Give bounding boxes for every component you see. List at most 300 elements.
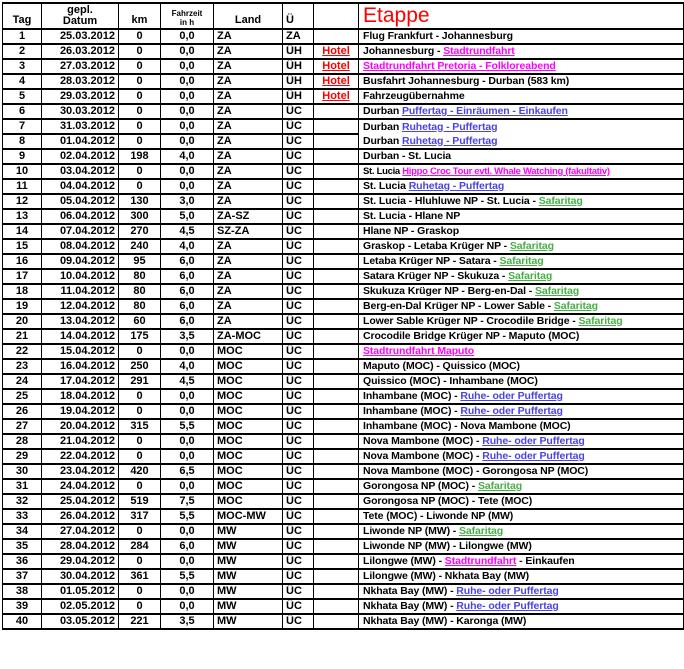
etappe-text: - Einkaufen	[516, 555, 575, 567]
cell-overnight: ÜC	[283, 509, 314, 524]
cell-overnight: ÜH	[283, 44, 314, 59]
cell-country: MOC	[214, 434, 283, 449]
etappe-link[interactable]: Safaritag	[508, 270, 553, 282]
cell-overnight: ÜC	[283, 479, 314, 494]
table-row	[3, 149, 684, 164]
cell-day: 12	[3, 194, 42, 209]
etappe-text: Nova Mambone (MOC) - Gorongosa NP (MOC)	[363, 465, 589, 477]
table-row	[3, 464, 684, 479]
cell-hotel	[314, 509, 359, 524]
cell-country: ZA	[214, 74, 283, 89]
cell-hotel	[314, 59, 359, 74]
table-row	[3, 584, 684, 599]
cell-country: MOC	[214, 449, 283, 464]
cell-date: 11.04.2012	[42, 284, 119, 299]
table-row	[3, 209, 684, 224]
cell-country: MW	[214, 599, 283, 614]
cell-etappe	[359, 209, 684, 224]
cell-date: 22.04.2012	[42, 449, 119, 464]
cell-drive-time: 0,0	[161, 134, 214, 149]
cell-hotel	[314, 584, 359, 599]
cell-etappe	[359, 44, 684, 59]
cell-country: ZA	[214, 149, 283, 164]
table-row	[3, 479, 684, 494]
table-row	[3, 29, 684, 44]
etappe-link[interactable]: Safaritag	[477, 480, 523, 492]
etappe-text: St. Lucia - Hluhluwe NP - St. Lucia -	[363, 195, 539, 207]
etappe-text: Hlane NP - Graskop	[363, 225, 460, 237]
cell-overnight: ÜC	[283, 224, 314, 239]
table-row	[3, 539, 684, 554]
cell-etappe	[359, 269, 684, 284]
cell-country: MOC	[214, 374, 283, 389]
cell-day: 22	[3, 344, 42, 359]
cell-drive-time: 7,5	[161, 494, 214, 509]
cell-km: 0	[119, 434, 161, 449]
cell-etappe	[359, 29, 684, 44]
cell-etappe	[359, 119, 684, 134]
cell-etappe	[359, 134, 684, 149]
cell-km: 80	[119, 284, 161, 299]
cell-date: 19.04.2012	[42, 404, 119, 419]
cell-country: MOC	[214, 494, 283, 509]
cell-overnight: ÜC	[283, 194, 314, 209]
cell-overnight: ÜC	[283, 464, 314, 479]
cell-km: 270	[119, 224, 161, 239]
etappe-text: Inhambane (MOC) -	[363, 390, 461, 402]
cell-date: 28.04.2012	[42, 539, 119, 554]
table-row	[3, 134, 684, 149]
cell-hotel	[314, 344, 359, 359]
cell-drive-time: 6,5	[161, 464, 214, 479]
etappe-text: Gorongosa NP (MOC) - Tete (MOC)	[363, 495, 533, 507]
cell-drive-time: 0,0	[161, 599, 214, 614]
etappe-link[interactable]: Ruhetag - Puffertag	[401, 120, 498, 133]
header-etappe: Etappe	[359, 3, 684, 29]
cell-day: 11	[3, 179, 42, 194]
cell-overnight: ZA	[283, 29, 314, 44]
cell-km: 315	[119, 419, 161, 434]
cell-date: 01.05.2012	[42, 584, 119, 599]
cell-etappe	[359, 464, 684, 479]
cell-day: 25	[3, 389, 42, 404]
cell-overnight: ÜC	[283, 599, 314, 614]
cell-hotel	[314, 434, 359, 449]
cell-day: 33	[3, 509, 42, 524]
cell-date: 20.04.2012	[42, 419, 119, 434]
cell-country: MOC	[214, 479, 283, 494]
etappe-link[interactable]: Stadtrundfahrt Maputo	[363, 345, 475, 357]
cell-date: 15.04.2012	[42, 344, 119, 359]
cell-km: 0	[119, 344, 161, 359]
etappe-link[interactable]: Stadtrundfahrt	[443, 45, 515, 57]
cell-etappe	[359, 509, 684, 524]
etappe-link[interactable]: Ruhe- oder Puffertag	[456, 600, 559, 612]
table-row	[3, 74, 684, 89]
hotel-link[interactable]: Hotel	[322, 90, 350, 102]
table-row	[3, 344, 684, 359]
cell-drive-time: 6,0	[161, 314, 214, 329]
cell-drive-time: 5,5	[161, 509, 214, 524]
cell-km: 0	[119, 389, 161, 404]
cell-drive-time: 0,0	[161, 119, 214, 134]
cell-drive-time: 0,0	[161, 449, 214, 464]
cell-hotel	[314, 89, 359, 104]
etappe-text: Crocodile Bridge Krüger NP - Maputo (MOC)	[363, 330, 580, 342]
etappe-text: Liwonde NP (MW) -	[363, 525, 459, 537]
cell-km: 198	[119, 149, 161, 164]
cell-km: 0	[119, 89, 161, 104]
cell-country: MW	[214, 584, 283, 599]
header-row	[3, 3, 684, 29]
etappe-text: Gorongosa NP (MOC) -	[363, 480, 478, 492]
hotel-link[interactable]: Hotel	[322, 75, 350, 87]
cell-etappe	[359, 569, 684, 584]
cell-date: 31.03.2012	[42, 119, 119, 134]
cell-drive-time: 6,0	[161, 269, 214, 284]
cell-date: 17.04.2012	[42, 374, 119, 389]
hotel-link[interactable]: Hotel	[322, 60, 350, 72]
cell-hotel	[314, 29, 359, 44]
cell-date: 30.04.2012	[42, 569, 119, 584]
cell-country: MW	[214, 554, 283, 569]
cell-hotel	[314, 224, 359, 239]
header-drive-time	[161, 3, 214, 29]
cell-etappe	[359, 74, 684, 89]
cell-etappe	[359, 539, 684, 554]
etappe-link[interactable]: Hippo Croc Tour evtl. Whale Watching (fakultativ)	[402, 166, 610, 177]
cell-day: 29	[3, 449, 42, 464]
cell-overnight: ÜC	[283, 344, 314, 359]
cell-date: 14.04.2012	[42, 329, 119, 344]
cell-drive-time: 0,0	[161, 89, 214, 104]
cell-km: 95	[119, 254, 161, 269]
table-row	[3, 419, 684, 434]
etappe-text: Busfahrt Johannesburg - Durban (583 km)	[363, 75, 570, 87]
cell-drive-time: 0,0	[161, 44, 214, 59]
cell-day: 31	[3, 479, 42, 494]
itinerary-table	[2, 2, 684, 630]
cell-etappe	[359, 374, 684, 389]
table-row	[3, 389, 684, 404]
etappe-text: Nova Mambone (MOC) -	[363, 435, 483, 447]
etappe-link[interactable]: Stadtrundfahrt	[444, 555, 517, 567]
cell-drive-time: 5,5	[161, 419, 214, 434]
etappe-link[interactable]: Safaritag	[535, 285, 580, 297]
etappe-text: Lilongwe (MW) -	[363, 555, 445, 567]
cell-hotel	[314, 389, 359, 404]
cell-day: 2	[3, 44, 42, 59]
cell-hotel	[314, 494, 359, 509]
cell-etappe	[359, 239, 684, 254]
table-row	[3, 89, 684, 104]
cell-drive-time: 0,0	[161, 389, 214, 404]
cell-overnight: ÜC	[283, 314, 314, 329]
etappe-link[interactable]: Safaritag	[538, 195, 583, 207]
etappe-link[interactable]: Puffertag - Einräumen - Einkaufen	[401, 105, 568, 117]
cell-km: 175	[119, 329, 161, 344]
cell-km: 250	[119, 359, 161, 374]
cell-country: ZA	[214, 239, 283, 254]
cell-day: 37	[3, 569, 42, 584]
cell-date: 27.04.2012	[42, 524, 119, 539]
header-drive-time-line1: Fahrzeit	[171, 9, 203, 18]
cell-day: 36	[3, 554, 42, 569]
cell-drive-time: 0,0	[161, 479, 214, 494]
cell-country: ZA	[214, 179, 283, 194]
cell-date: 29.03.2012	[42, 89, 119, 104]
cell-day: 4	[3, 74, 42, 89]
cell-km: 420	[119, 464, 161, 479]
hotel-link[interactable]: Hotel	[322, 45, 350, 57]
cell-drive-time: 0,0	[161, 59, 214, 74]
header-hotel-blank	[314, 3, 359, 29]
cell-drive-time: 3,5	[161, 614, 214, 629]
cell-day: 3	[3, 59, 42, 74]
cell-overnight: ÜC	[283, 419, 314, 434]
etappe-text: Letaba Krüger NP - Satara -	[363, 255, 500, 267]
etappe-link[interactable]: Ruhetag - Puffertag	[408, 180, 505, 192]
cell-country: ZA	[214, 194, 283, 209]
cell-day: 24	[3, 374, 42, 389]
table-row	[3, 104, 684, 119]
cell-day: 27	[3, 419, 42, 434]
cell-etappe	[359, 434, 684, 449]
cell-etappe	[359, 179, 684, 194]
cell-hotel	[314, 254, 359, 269]
cell-overnight: ÜC	[283, 389, 314, 404]
etappe-text: Quissico (MOC) - Inhambane (MOC)	[363, 375, 538, 387]
etappe-link[interactable]: Safaritag	[553, 300, 598, 312]
cell-overnight: ÜC	[283, 104, 314, 119]
cell-date: 25.03.2012	[42, 29, 119, 44]
cell-km: 361	[119, 569, 161, 584]
table-row	[3, 569, 684, 584]
etappe-text: Inhambane (MOC) - Nova Mambone (MOC)	[363, 420, 571, 432]
table-row	[3, 314, 684, 329]
table-row	[3, 494, 684, 509]
cell-km: 291	[119, 374, 161, 389]
table-row	[3, 254, 684, 269]
cell-hotel	[314, 599, 359, 614]
cell-hotel	[314, 404, 359, 419]
cell-hotel	[314, 104, 359, 119]
cell-day: 38	[3, 584, 42, 599]
etappe-link[interactable]: Safaritag	[509, 240, 554, 252]
cell-country: ZA	[214, 119, 283, 134]
cell-etappe	[359, 449, 684, 464]
cell-date: 12.04.2012	[42, 299, 119, 314]
cell-etappe	[359, 419, 684, 434]
cell-country: ZA	[214, 299, 283, 314]
cell-day: 26	[3, 404, 42, 419]
cell-km: 0	[119, 404, 161, 419]
cell-drive-time: 0,0	[161, 344, 214, 359]
etappe-link[interactable]: Ruhetag - Puffertag	[401, 134, 498, 147]
cell-hotel	[314, 569, 359, 584]
etappe-text: Durban	[363, 134, 402, 147]
etappe-text: Graskop - Letaba Krüger NP -	[363, 240, 510, 252]
cell-day: 28	[3, 434, 42, 449]
cell-hotel	[314, 44, 359, 59]
cell-country: MOC	[214, 389, 283, 404]
cell-date: 25.04.2012	[42, 494, 119, 509]
etappe-text: Lilongwe (MW) - Nkhata Bay (MW)	[363, 570, 530, 582]
cell-hotel	[314, 194, 359, 209]
cell-date: 16.04.2012	[42, 359, 119, 374]
cell-overnight: ÜC	[283, 164, 314, 179]
cell-date: 24.04.2012	[42, 479, 119, 494]
cell-date: 18.04.2012	[42, 389, 119, 404]
cell-hotel	[314, 179, 359, 194]
cell-day: 6	[3, 104, 42, 119]
cell-etappe	[359, 314, 684, 329]
cell-date: 10.04.2012	[42, 269, 119, 284]
cell-km: 0	[119, 479, 161, 494]
cell-drive-time: 4,0	[161, 359, 214, 374]
etappe-link[interactable]: Safaritag	[499, 255, 544, 267]
table-row	[3, 284, 684, 299]
cell-day: 1	[3, 29, 42, 44]
header-country: Land	[214, 3, 283, 29]
cell-country: ZA	[214, 89, 283, 104]
cell-hotel	[314, 479, 359, 494]
cell-country: ZA	[214, 269, 283, 284]
etappe-text: Nkhata Bay (MW) -	[363, 600, 457, 612]
cell-etappe	[359, 299, 684, 314]
etappe-text: Durban	[363, 105, 402, 117]
cell-km: 0	[119, 554, 161, 569]
cell-hotel	[314, 134, 359, 149]
cell-drive-time: 0,0	[161, 179, 214, 194]
cell-hotel	[314, 314, 359, 329]
cell-km: 80	[119, 299, 161, 314]
cell-country: ZA	[214, 134, 283, 149]
header-date	[42, 3, 119, 29]
cell-hotel	[314, 539, 359, 554]
etappe-link[interactable]: Ruhe- oder Puffertag	[482, 450, 585, 462]
cell-drive-time: 0,0	[161, 434, 214, 449]
cell-day: 14	[3, 224, 42, 239]
etappe-text: Flug Frankfurt - Johannesburg	[363, 30, 513, 42]
cell-drive-time: 0,0	[161, 164, 214, 179]
cell-etappe	[359, 404, 684, 419]
cell-etappe	[359, 554, 684, 569]
cell-etappe	[359, 524, 684, 539]
etappe-text: Durban - St. Lucia	[363, 150, 452, 162]
cell-day: 40	[3, 614, 42, 629]
cell-etappe	[359, 254, 684, 269]
cell-date: 23.04.2012	[42, 464, 119, 479]
etappe-text: Lower Sable Krüger NP - Crocodile Bridge -	[363, 315, 579, 327]
cell-overnight: ÜC	[283, 299, 314, 314]
cell-drive-time: 3,0	[161, 194, 214, 209]
header-day: Tag	[3, 3, 42, 29]
cell-country: MW	[214, 569, 283, 584]
cell-country: MOC	[214, 359, 283, 374]
cell-etappe	[359, 59, 684, 74]
cell-etappe	[359, 389, 684, 404]
etappe-link[interactable]: Ruhe- oder Puffertag	[460, 390, 563, 402]
etappe-link[interactable]: Ruhe- oder Puffertag	[456, 585, 559, 597]
cell-country: ZA-MOC	[214, 329, 283, 344]
cell-drive-time: 4,5	[161, 224, 214, 239]
cell-country: SZ-ZA	[214, 224, 283, 239]
cell-day: 8	[3, 134, 42, 149]
header-drive-time-line2: in h	[179, 18, 195, 27]
cell-hotel	[314, 374, 359, 389]
etappe-text: St. Lucia	[363, 180, 409, 192]
etappe-text: Johannesburg -	[363, 45, 444, 57]
table-row	[3, 44, 684, 59]
cell-overnight: ÜC	[283, 434, 314, 449]
cell-km: 240	[119, 239, 161, 254]
itinerary-body	[3, 29, 684, 629]
cell-drive-time: 0,0	[161, 524, 214, 539]
etappe-link[interactable]: Ruhe- oder Puffertag	[482, 435, 585, 447]
cell-hotel	[314, 614, 359, 629]
cell-drive-time: 6,0	[161, 299, 214, 314]
table-row	[3, 269, 684, 284]
cell-km: 0	[119, 449, 161, 464]
cell-overnight: ÜC	[283, 359, 314, 374]
table-row	[3, 164, 684, 179]
cell-etappe	[359, 149, 684, 164]
cell-overnight: ÜC	[283, 269, 314, 284]
table-row	[3, 359, 684, 374]
cell-hotel	[314, 449, 359, 464]
cell-country: ZA	[214, 44, 283, 59]
cell-hotel	[314, 329, 359, 344]
cell-etappe	[359, 104, 684, 119]
etappe-link[interactable]: Safaritag	[459, 525, 504, 537]
etappe-text: Durban	[363, 120, 402, 133]
table-row	[3, 224, 684, 239]
table-row	[3, 179, 684, 194]
cell-hotel	[314, 464, 359, 479]
table-row	[3, 194, 684, 209]
etappe-text: Liwonde NP (MW) - Lilongwe (MW)	[363, 540, 532, 552]
cell-km: 0	[119, 104, 161, 119]
cell-country: MW	[214, 524, 283, 539]
cell-etappe	[359, 479, 684, 494]
cell-hotel	[314, 164, 359, 179]
cell-country: ZA-SZ	[214, 209, 283, 224]
cell-km: 0	[119, 584, 161, 599]
cell-overnight: ÜH	[283, 59, 314, 74]
cell-hotel	[314, 239, 359, 254]
etappe-link[interactable]: Ruhe- oder Puffertag	[460, 405, 563, 417]
table-row	[3, 239, 684, 254]
etappe-link[interactable]: Stadtrundfahrt Pretoria - Folkloreabend	[363, 60, 556, 72]
cell-km: 80	[119, 269, 161, 284]
etappe-text: Inhambane (MOC) -	[363, 405, 461, 417]
cell-overnight: ÜC	[283, 179, 314, 194]
cell-hotel	[314, 359, 359, 374]
table-row	[3, 449, 684, 464]
cell-overnight: ÜC	[283, 374, 314, 389]
table-row	[3, 554, 684, 569]
cell-km: 0	[119, 179, 161, 194]
cell-hotel	[314, 284, 359, 299]
cell-date: 28.03.2012	[42, 74, 119, 89]
cell-country: MOC	[214, 419, 283, 434]
etappe-link[interactable]: Safaritag	[578, 315, 623, 327]
cell-overnight: ÜC	[283, 329, 314, 344]
cell-country: ZA	[214, 59, 283, 74]
cell-etappe	[359, 344, 684, 359]
cell-km: 519	[119, 494, 161, 509]
